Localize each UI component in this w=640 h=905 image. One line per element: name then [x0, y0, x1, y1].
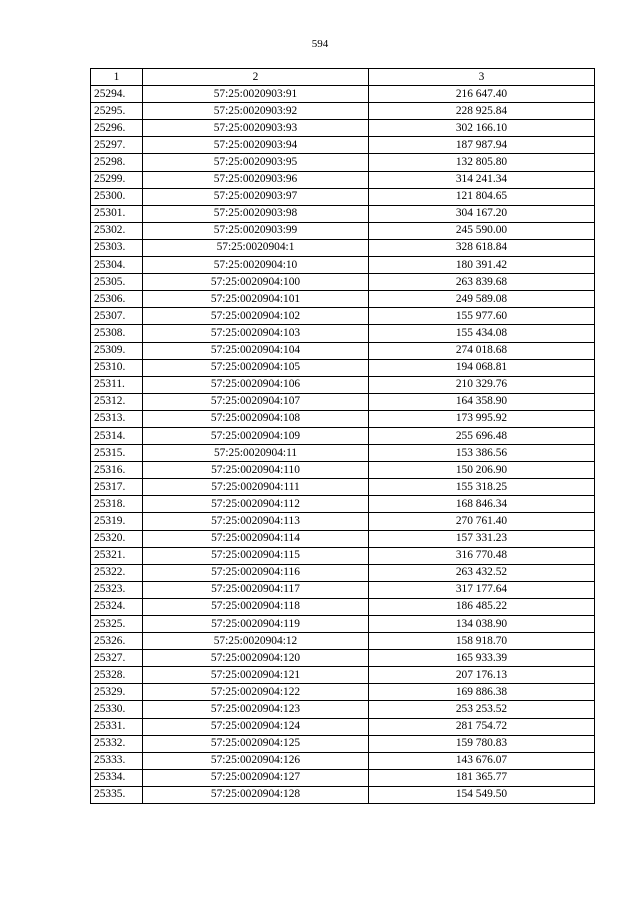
cadastral-number: 57:25:0020904:118: [143, 598, 369, 615]
cadastral-number: 57:25:0020904:119: [143, 616, 369, 633]
page-number: 594: [311, 38, 329, 50]
row-number: 25305.: [91, 274, 143, 291]
cadastral-value: 155 977.60: [369, 308, 595, 325]
table-row: [91, 496, 595, 513]
cadastral-number: 57:25:0020904:117: [143, 581, 369, 598]
cadastral-number: 57:25:0020904:128: [143, 786, 369, 803]
cadastral-value: 153 386.56: [369, 445, 595, 462]
row-number: 25328.: [91, 667, 143, 684]
cadastral-value: 150 206.90: [369, 462, 595, 479]
table-row: [91, 786, 595, 803]
row-number: 25322.: [91, 564, 143, 581]
table-row: [91, 547, 595, 564]
row-number: 25330.: [91, 701, 143, 718]
cadastral-value: 159 780.83: [369, 735, 595, 752]
cadastral-number: 57:25:0020904:111: [143, 479, 369, 496]
row-number: 25319.: [91, 513, 143, 530]
table-row: [91, 137, 595, 154]
table-row: [91, 701, 595, 718]
cadastral-number: 57:25:0020904:101: [143, 291, 369, 308]
cadastral-number: 57:25:0020903:91: [143, 86, 369, 103]
cadastral-value: 228 925.84: [369, 103, 595, 120]
row-number: 25325.: [91, 616, 143, 633]
cadastral-value: 155 318.25: [369, 479, 595, 496]
cadastral-value: 181 365.77: [369, 769, 595, 786]
table-row: [91, 445, 595, 462]
table-body: [91, 86, 595, 804]
cadastral-number: 57:25:0020904:11: [143, 445, 369, 462]
row-number: 25303.: [91, 239, 143, 256]
table-row: [91, 376, 595, 393]
cadastral-number: 57:25:0020903:99: [143, 222, 369, 239]
cadastral-value: 180 391.42: [369, 257, 595, 274]
cadastral-value: 274 018.68: [369, 342, 595, 359]
data-table: [90, 68, 595, 804]
row-number: 25318.: [91, 496, 143, 513]
row-number: 25317.: [91, 479, 143, 496]
row-number: 25308.: [91, 325, 143, 342]
cadastral-number: 57:25:0020903:94: [143, 137, 369, 154]
cadastral-number: 57:25:0020904:115: [143, 547, 369, 564]
row-number: 25316.: [91, 462, 143, 479]
row-number: 25329.: [91, 684, 143, 701]
cadastral-number: 57:25:0020904:107: [143, 393, 369, 410]
cadastral-value: 132 805.80: [369, 154, 595, 171]
row-number: 25312.: [91, 393, 143, 410]
row-number: 25297.: [91, 137, 143, 154]
cadastral-number: 57:25:0020904:124: [143, 718, 369, 735]
table-row: [91, 667, 595, 684]
row-number: 25315.: [91, 445, 143, 462]
cadastral-number: 57:25:0020903:95: [143, 154, 369, 171]
cadastral-value: 207 176.13: [369, 667, 595, 684]
table-row: [91, 462, 595, 479]
table-row: [91, 633, 595, 650]
cadastral-value: 155 434.08: [369, 325, 595, 342]
cadastral-number: 57:25:0020903:97: [143, 188, 369, 205]
row-number: 25300.: [91, 188, 143, 205]
cadastral-value: 263 432.52: [369, 564, 595, 581]
cadastral-value: 134 038.90: [369, 616, 595, 633]
cadastral-number: 57:25:0020904:123: [143, 701, 369, 718]
cadastral-number: 57:25:0020904:12: [143, 633, 369, 650]
cadastral-number: 57:25:0020904:108: [143, 410, 369, 427]
row-number: 25295.: [91, 103, 143, 120]
cadastral-value: 249 589.08: [369, 291, 595, 308]
cadastral-number: 57:25:0020904:1: [143, 239, 369, 256]
cadastral-value: 173 995.92: [369, 410, 595, 427]
table-row: [91, 205, 595, 222]
table-row: [91, 393, 595, 410]
row-number: 25310.: [91, 359, 143, 376]
table-row: [91, 291, 595, 308]
cadastral-value: 121 804.65: [369, 188, 595, 205]
cadastral-value: 314 241.34: [369, 171, 595, 188]
cadastral-number: 57:25:0020904:114: [143, 530, 369, 547]
cadastral-number: 57:25:0020903:92: [143, 103, 369, 120]
cadastral-number: 57:25:0020903:93: [143, 120, 369, 137]
table-row: [91, 325, 595, 342]
cadastral-value: 216 647.40: [369, 86, 595, 103]
column-header-1: 1: [91, 69, 143, 86]
cadastral-number: 57:25:0020904:104: [143, 342, 369, 359]
table-row: [91, 359, 595, 376]
header-row: [91, 69, 595, 86]
cadastral-number: 57:25:0020904:121: [143, 667, 369, 684]
row-number: 25313.: [91, 410, 143, 427]
table-row: [91, 564, 595, 581]
table-row: [91, 274, 595, 291]
cadastral-value: 316 770.48: [369, 547, 595, 564]
cadastral-value: 270 761.40: [369, 513, 595, 530]
row-number: 25301.: [91, 205, 143, 222]
table-row: [91, 154, 595, 171]
row-number: 25333.: [91, 752, 143, 769]
cadastral-value: 245 590.00: [369, 222, 595, 239]
cadastral-number: 57:25:0020904:110: [143, 462, 369, 479]
row-number: 25307.: [91, 308, 143, 325]
cadastral-number: 57:25:0020904:109: [143, 427, 369, 444]
row-number: 25334.: [91, 769, 143, 786]
table-row: [91, 735, 595, 752]
row-number: 25309.: [91, 342, 143, 359]
cadastral-value: 158 918.70: [369, 633, 595, 650]
table-row: [91, 616, 595, 633]
table-row: [91, 752, 595, 769]
row-number: 25321.: [91, 547, 143, 564]
cadastral-number: 57:25:0020904:112: [143, 496, 369, 513]
cadastral-number: 57:25:0020904:127: [143, 769, 369, 786]
table-row: [91, 410, 595, 427]
cadastral-value: 169 886.38: [369, 684, 595, 701]
cadastral-number: 57:25:0020904:120: [143, 650, 369, 667]
cadastral-number: 57:25:0020904:116: [143, 564, 369, 581]
cadastral-value: 304 167.20: [369, 205, 595, 222]
cadastral-number: 57:25:0020904:122: [143, 684, 369, 701]
cadastral-value: 302 166.10: [369, 120, 595, 137]
table-row: [91, 103, 595, 120]
table-row: [91, 530, 595, 547]
cadastral-value: 168 846.34: [369, 496, 595, 513]
table-row: [91, 479, 595, 496]
cadastral-value: 164 358.90: [369, 393, 595, 410]
row-number: 25326.: [91, 633, 143, 650]
table-row: [91, 769, 595, 786]
column-header-2: 2: [143, 69, 369, 86]
row-number: 25335.: [91, 786, 143, 803]
cadastral-value: 317 177.64: [369, 581, 595, 598]
row-number: 25324.: [91, 598, 143, 615]
column-header-3: 3: [369, 69, 595, 86]
cadastral-number: 57:25:0020904:113: [143, 513, 369, 530]
cadastral-value: 263 839.68: [369, 274, 595, 291]
row-number: 25331.: [91, 718, 143, 735]
row-number: 25304.: [91, 257, 143, 274]
table-row: [91, 342, 595, 359]
cadastral-number: 57:25:0020904:10: [143, 257, 369, 274]
table-row: [91, 86, 595, 103]
row-number: 25320.: [91, 530, 143, 547]
row-number: 25296.: [91, 120, 143, 137]
cadastral-value: 194 068.81: [369, 359, 595, 376]
cadastral-value: 281 754.72: [369, 718, 595, 735]
cadastral-value: 157 331.23: [369, 530, 595, 547]
row-number: 25306.: [91, 291, 143, 308]
table-row: [91, 650, 595, 667]
cadastral-number: 57:25:0020904:105: [143, 359, 369, 376]
cadastral-number: 57:25:0020904:125: [143, 735, 369, 752]
row-number: 25311.: [91, 376, 143, 393]
cadastral-value: 154 549.50: [369, 786, 595, 803]
row-number: 25332.: [91, 735, 143, 752]
table-row: [91, 120, 595, 137]
cadastral-value: 165 933.39: [369, 650, 595, 667]
table-row: [91, 171, 595, 188]
table-row: [91, 718, 595, 735]
row-number: 25314.: [91, 427, 143, 444]
table-row: [91, 581, 595, 598]
table-row: [91, 427, 595, 444]
cadastral-number: 57:25:0020904:126: [143, 752, 369, 769]
table-row: [91, 222, 595, 239]
cadastral-value: 187 987.94: [369, 137, 595, 154]
table-row: [91, 513, 595, 530]
table-row: [91, 684, 595, 701]
table-row: [91, 188, 595, 205]
cadastral-number: 57:25:0020903:96: [143, 171, 369, 188]
cadastral-number: 57:25:0020904:103: [143, 325, 369, 342]
cadastral-number: 57:25:0020904:102: [143, 308, 369, 325]
cadastral-value: 143 676.07: [369, 752, 595, 769]
row-number: 25299.: [91, 171, 143, 188]
table-row: [91, 598, 595, 615]
cadastral-value: 186 485.22: [369, 598, 595, 615]
table-header: [91, 69, 595, 86]
row-number: 25294.: [91, 86, 143, 103]
cadastral-value: 210 329.76: [369, 376, 595, 393]
row-number: 25302.: [91, 222, 143, 239]
row-number: 25298.: [91, 154, 143, 171]
cadastral-value: 328 618.84: [369, 239, 595, 256]
cadastral-number: 57:25:0020904:100: [143, 274, 369, 291]
cadastral-number: 57:25:0020904:106: [143, 376, 369, 393]
cadastral-value: 255 696.48: [369, 427, 595, 444]
row-number: 25323.: [91, 581, 143, 598]
cadastral-value: 253 253.52: [369, 701, 595, 718]
cadastral-number: 57:25:0020903:98: [143, 205, 369, 222]
table-row: [91, 257, 595, 274]
row-number: 25327.: [91, 650, 143, 667]
table-row: [91, 239, 595, 256]
table-row: [91, 308, 595, 325]
